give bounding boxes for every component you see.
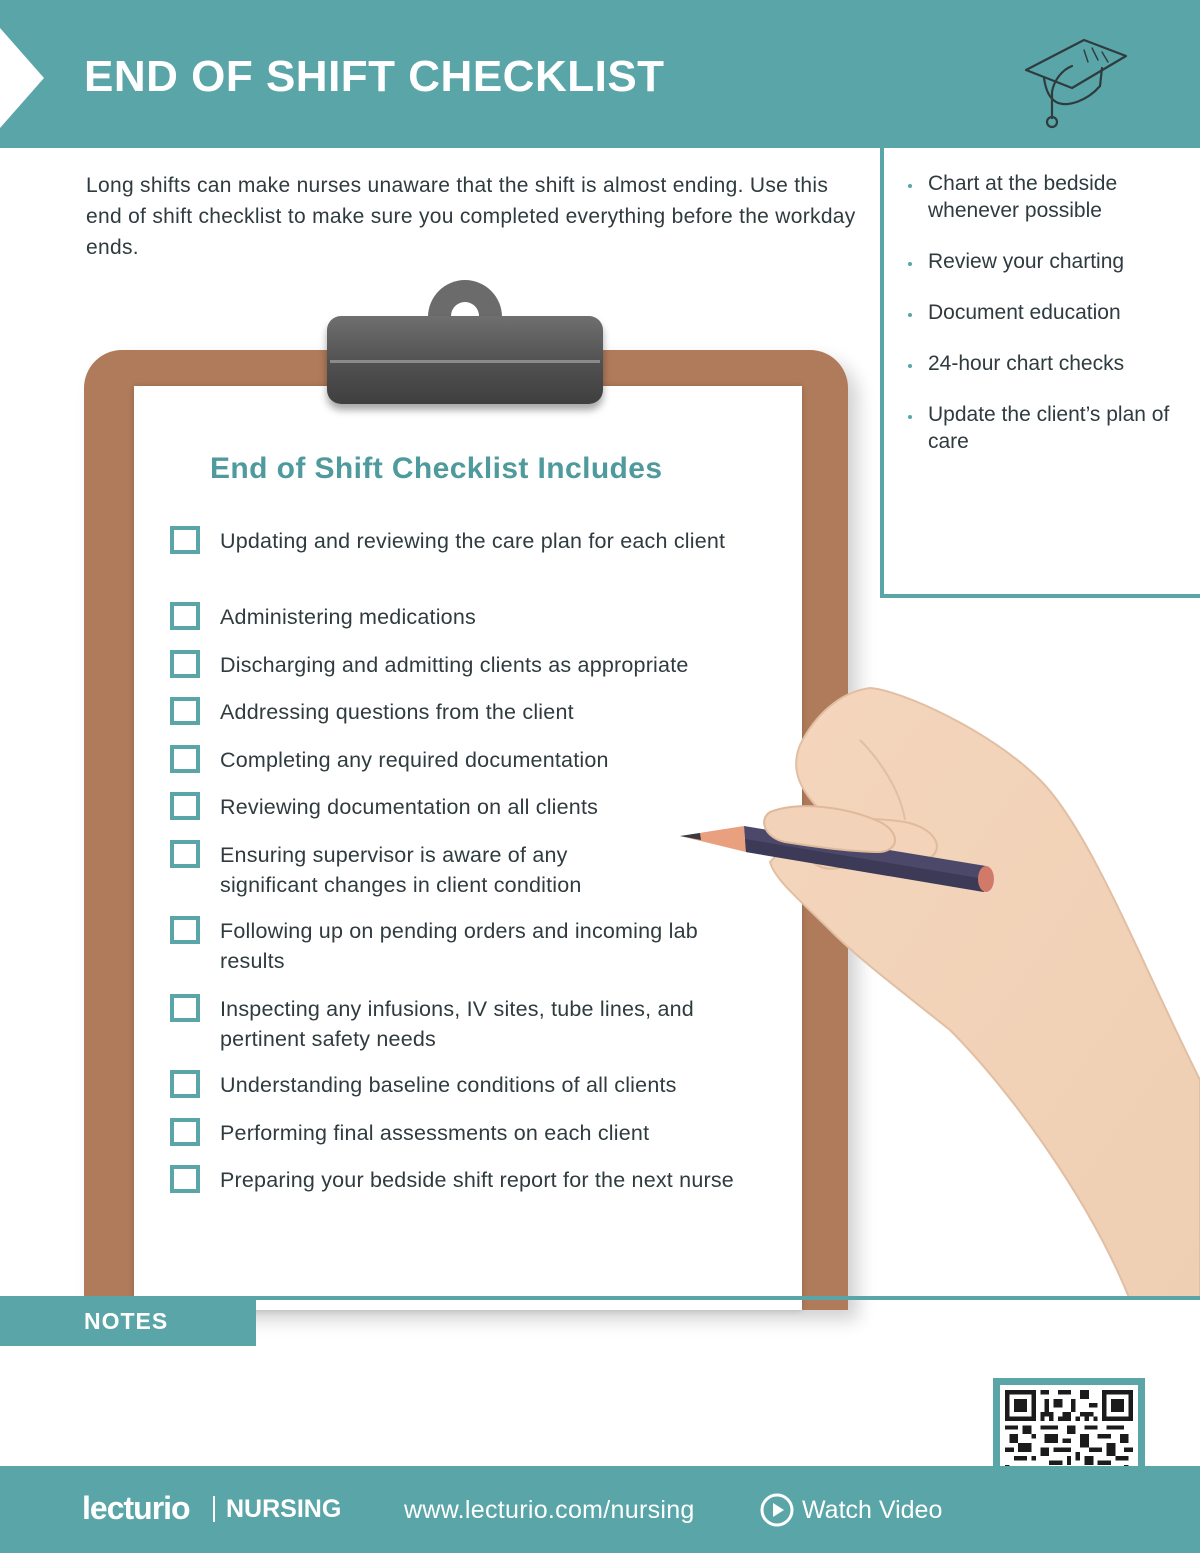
checkbox[interactable] <box>170 840 200 868</box>
checklist-item <box>170 526 770 602</box>
checkbox[interactable] <box>170 792 200 820</box>
checklist-item-label: Updating and reviewing the care plan for each client <box>220 529 726 553</box>
checklist-item <box>170 697 770 745</box>
tip-item: Chart at the bedside whenever possible <box>906 170 1196 224</box>
header-arrow-shape <box>0 28 44 128</box>
checklist-item-label: Ensuring supervisor is aware of any significant changes in client condition <box>220 843 582 897</box>
checklist-item-label: Following up on pending orders and incoming lab results <box>220 919 698 973</box>
graduation-cap-icon <box>1022 26 1128 130</box>
brand-separator <box>213 1496 215 1522</box>
checkbox[interactable] <box>170 602 200 630</box>
tip-item: Update the client’s plan of care <box>906 401 1196 455</box>
checkbox[interactable] <box>170 994 200 1022</box>
checklist-item-label: Discharging and admitting clients as appropriate <box>220 653 689 677</box>
notes-divider <box>255 1296 1200 1300</box>
checkbox[interactable] <box>170 745 200 773</box>
website-link[interactable]: www.lecturio.com/nursing <box>404 1496 695 1524</box>
intro-paragraph: Long shifts can make nurses unaware that the shift is almost ending. Use this end of shift checklist to make sure you completed everything before the workday ends. <box>86 174 856 259</box>
checklist-item <box>170 745 770 792</box>
tip-item: Review your charting <box>906 248 1196 275</box>
checkbox[interactable] <box>170 650 200 678</box>
checkbox[interactable] <box>170 697 200 725</box>
checklist-heading: End of Shift Checklist Includes <box>210 452 663 485</box>
clipboard-clip-highlight <box>330 360 600 363</box>
brand-section-label: NURSING <box>226 1495 342 1523</box>
checklist-item <box>170 1165 760 1227</box>
checkbox[interactable] <box>170 1165 200 1193</box>
checkbox[interactable] <box>170 1070 200 1098</box>
checklist-item <box>170 916 750 994</box>
play-circle-icon[interactable] <box>760 1493 794 1527</box>
checklist-item-label: Reviewing documentation on all clients <box>220 795 599 819</box>
checklist-item-label: Performing final assessments on each client <box>220 1121 650 1145</box>
page-title: END OF SHIFT CHECKLIST <box>84 52 665 101</box>
watch-video-link[interactable]: Watch Video <box>802 1496 943 1524</box>
checklist-item <box>170 840 640 916</box>
tips-list <box>906 170 1196 479</box>
finger-crease <box>860 740 905 820</box>
tip-item: 24-hour chart checks <box>906 350 1196 377</box>
checklist <box>170 526 770 1227</box>
checklist-item-label: Inspecting any infusions, IV sites, tube lines, and pertinent safety needs <box>220 997 694 1051</box>
pencil-end <box>978 866 994 892</box>
checklist-item-label: Preparing your bedside shift report for the next nurse <box>220 1168 734 1192</box>
checkbox[interactable] <box>170 916 200 944</box>
tips-panel <box>880 148 1200 598</box>
checkbox[interactable] <box>170 1118 200 1146</box>
checklist-item <box>170 602 770 650</box>
checklist-item <box>170 994 770 1070</box>
checkbox[interactable] <box>170 526 200 554</box>
brand-logo[interactable]: lecturio <box>82 1490 190 1526</box>
checklist-item-label: Addressing questions from the client <box>220 700 574 724</box>
checklist-item <box>170 792 770 840</box>
notes-label: NOTES <box>84 1308 169 1334</box>
checklist-item <box>170 1070 770 1118</box>
checklist-item <box>170 1118 770 1165</box>
tip-item: Document education <box>906 299 1196 326</box>
checklist-item-label: Understanding baseline conditions of all clients <box>220 1073 677 1097</box>
checklist-item-label: Administering medications <box>220 605 476 629</box>
checklist-item-label: Completing any required documentation <box>220 748 609 772</box>
checklist-item <box>170 650 770 697</box>
